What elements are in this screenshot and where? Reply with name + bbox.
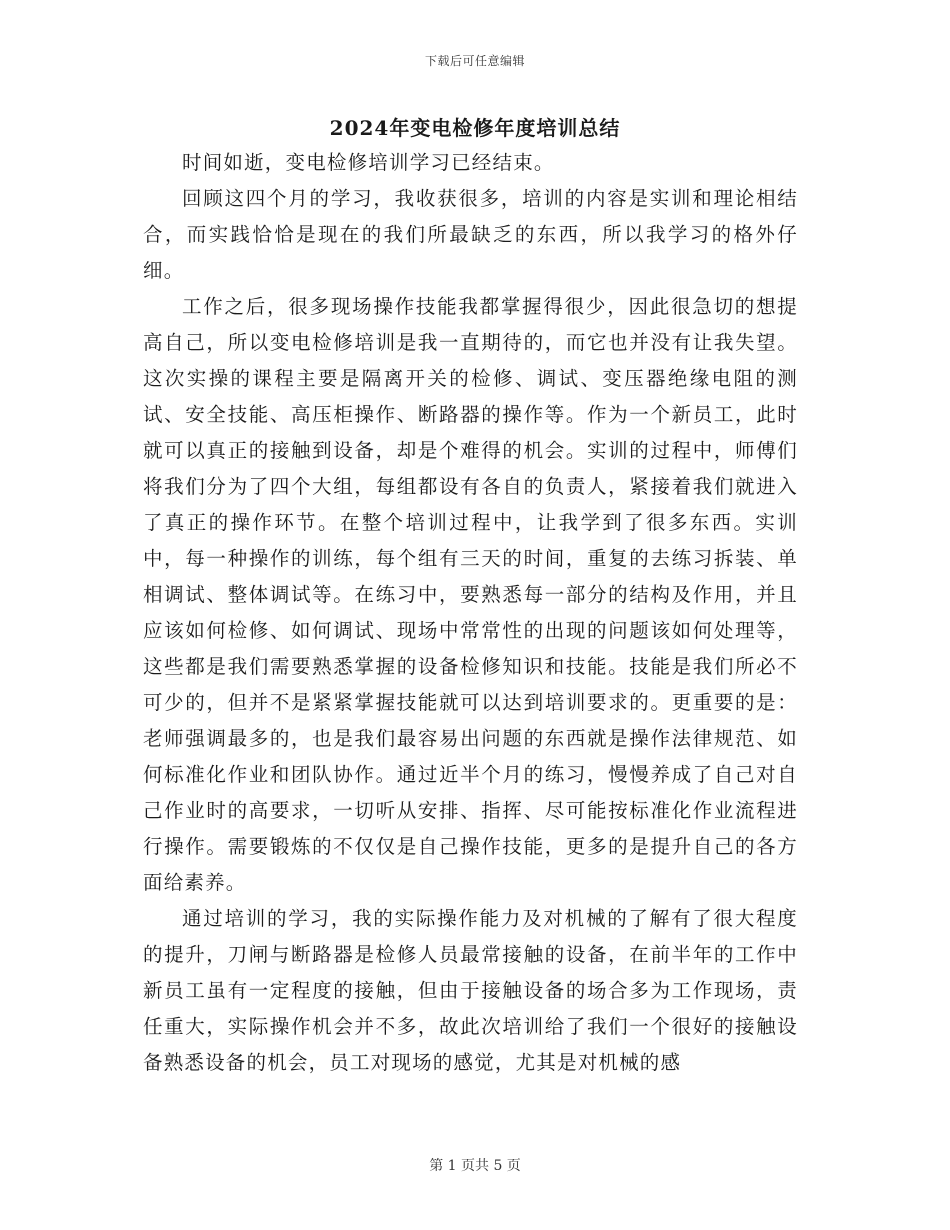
- page-header-note: 下载后可任意编辑: [424, 54, 525, 68]
- document-title: 2024年变电检修年度培训总结: [329, 116, 621, 140]
- page-number-footer: 第 1 页共 5 页: [429, 1158, 521, 1174]
- paragraph-3: 工作之后，很多现场操作技能我都掌握得很少，因此很急切的想提高自己，所以变电检修培训是我一直期待的，而它也并没有让我失望。这次实操的课程主要是隔离开关的检修、调试、变压器绝缘电阻的测试、安全技能、高压柜操作、断路器的操作等。作为一个新员工，此时就可以真正的接触到设备，却是个难得的机会。实训的过程中，师傅们将我们分为了四个大组，每组都设有各自的负责人，紧接着我们就进入了真正的操作环节。在整个培训过程中，让我学到了很多东西。实训中，每一种操作的训练，每个组有三天的时间，重复的去练习拆装、单相调试、整体调试等。在练习中，要熟悉每一部分的结构及作用，并且应该如何检修、如何调试、现场中常常性的出现的问题该如何处理等，这些都是我们需要熟悉掌握的设备检修知识和技能。技能是我们所必不可少的，但并不是紧紧掌握技能就可以达到培训要求的。更重要的是：老师强调最多的，也是我们最容易出问题的东西就是操作法律规范、如何标准化作业和团队协作。通过近半个月的练习，慢慢养成了自己对自己作业时的高要求，一切听从安排、指挥、尽可能按标准化作业流程进行操作。需要锻炼的不仅仅是自己操作技能，更多的是提升自己的各方面给素养。: [143, 295, 798, 894]
- paragraph-1: 时间如逝，变电检修培训学习已经结束。: [182, 151, 555, 174]
- paragraph-4: 通过培训的学习，我的实际操作能力及对机械的了解有了很大程度的提升，刀闸与断路器是检修人员最常接触的设备，在前半年的工作中新员工虽有一定程度的接触，但由于接触设备的场合多为工作现场，责任重大，实际操作机会并不多，故此次培训给了我们一个很好的接触设备熟悉设备的机会，员工对现场的感觉，尤其是对机械的感: [143, 907, 798, 1074]
- paragraph-2: 回顾这四个月的学习，我收获很多，培训的内容是实训和理论相结合，而实践恰恰是现在的我们所最缺乏的东西，所以我学习的格外仔细。: [143, 187, 798, 282]
- document-body: [143, 145, 798, 1081]
